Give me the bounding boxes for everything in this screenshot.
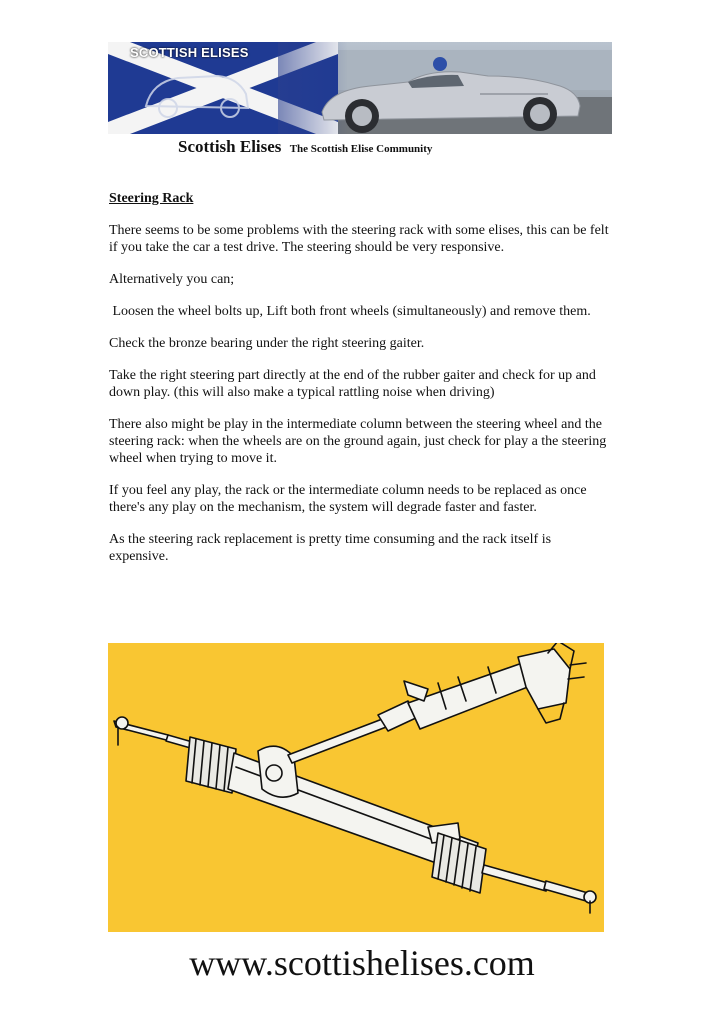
column-bracket (404, 681, 428, 701)
paragraph: Check the bronze bearing under the right steering gaiter. (109, 336, 425, 351)
article-heading: Steering Rack (109, 191, 194, 206)
site-name: Scottish Elises (178, 137, 282, 156)
paragraph: If you feel any play, the rack or the intermediate column needs to be replaced as once there's any play on the mechanism, the system will degrade faster and faster. (109, 483, 587, 515)
right-tie-rod (482, 865, 548, 891)
banner-logo-text: SCOTTISH ELISES (130, 45, 249, 60)
steering-rack-illustration (108, 643, 604, 932)
paragraph: There also might be play in the intermediate column between the steering wheel and the steering rack: when the wheels are on the ground again, just check for play a the steering wheel when trying to move it. (109, 417, 607, 466)
column-head (518, 649, 570, 709)
site-tagline: The Scottish Elise Community (289, 143, 433, 155)
paragraph: Take the right steering part directly at the end of the rubber gaiter and check for up and down play. (this will also make a typical rattling noise when driving) (109, 368, 596, 400)
header-banner (108, 42, 612, 134)
steering-column (408, 661, 538, 729)
footer-url: www.scottishelises.com (189, 943, 535, 983)
paragraph: Alternatively you can; (109, 272, 235, 287)
paragraph: There seems to be some problems with the steering rack with some elises, this can be felt if you take the car a test drive. The steering should be very responsive. (109, 223, 609, 255)
article (109, 190, 612, 580)
paragraph: As the steering rack replacement is pretty time consuming and the rack itself is expensive. (109, 532, 552, 564)
steering-rack-diagram (108, 643, 604, 932)
right-steering-gaiter (432, 833, 486, 893)
site-title (178, 137, 432, 157)
paragraph: Loosen the wheel bolts up, Lift both front wheels (simultaneously) and remove them. (109, 304, 591, 319)
